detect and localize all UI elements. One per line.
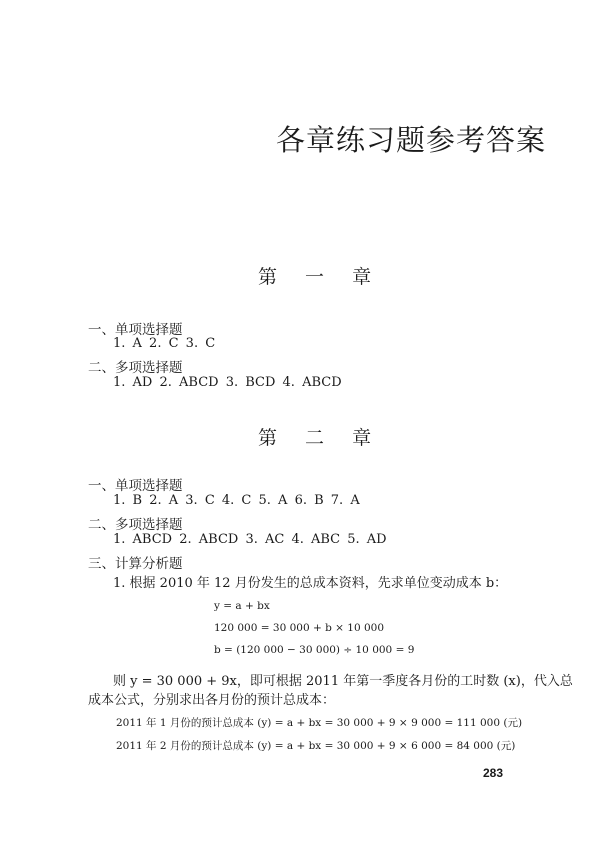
ch2-single-choice-answers: 1. B 2. A 3. C 4. C 5. A 6. B 7. A xyxy=(113,493,360,508)
ch1-section-multi-choice-label: 二、多项选择题 xyxy=(88,360,183,376)
chapter-2-heading: 第 二 章 xyxy=(258,427,372,449)
question-1-intro: 1. 根据 2010 年 12 月份发生的总成本资料，先求单位变动成本 b： xyxy=(113,576,508,591)
ch1-multi-choice-answers: 1. AD 2. ABCD 3. BCD 4. ABCD xyxy=(113,375,342,390)
paragraph-line: 成本公式，分别求出各月份的预计总成本： xyxy=(88,693,336,708)
chapter-1-heading: 第 一 章 xyxy=(258,266,372,288)
page-title: 各章练习题参考答案 xyxy=(276,123,547,157)
calculation-line: 2011 年 2 月份的预计总成本 (y) = a + bx = 30 000 + 9 × 6 000 = 84 000 (元) xyxy=(116,740,516,752)
ch2-section-calculation-label: 三、计算分析题 xyxy=(88,556,183,572)
calculation-line: 2011 年 1 月份的预计总成本 (y) = a + bx = 30 000 + 9 × 9 000 = 111 000 (元) xyxy=(116,717,523,729)
equation-line: y = a + bx xyxy=(214,600,270,612)
ch1-single-choice-answers: 1. A 2. C 3. C xyxy=(113,336,216,351)
ch2-multi-choice-answers: 1. ABCD 2. ABCD 3. AC 4. ABC 5. AD xyxy=(113,532,387,547)
ch2-section-single-choice-label: 一、单项选择题 xyxy=(88,478,183,494)
paragraph-line: 则 y = 30 000 + 9x，即可根据 2011 年第一季度各月份的工时数 (x)，代入总 xyxy=(113,674,573,689)
equation-line: 120 000 = 30 000 + b × 10 000 xyxy=(214,622,385,634)
page-number: 283 xyxy=(483,766,504,780)
ch2-section-multi-choice-label: 二、多项选择题 xyxy=(88,517,183,533)
ch1-section-single-choice-label: 一、单项选择题 xyxy=(88,322,183,338)
equation-line: b = (120 000 − 30 000) ÷ 10 000 = 9 xyxy=(214,644,415,656)
